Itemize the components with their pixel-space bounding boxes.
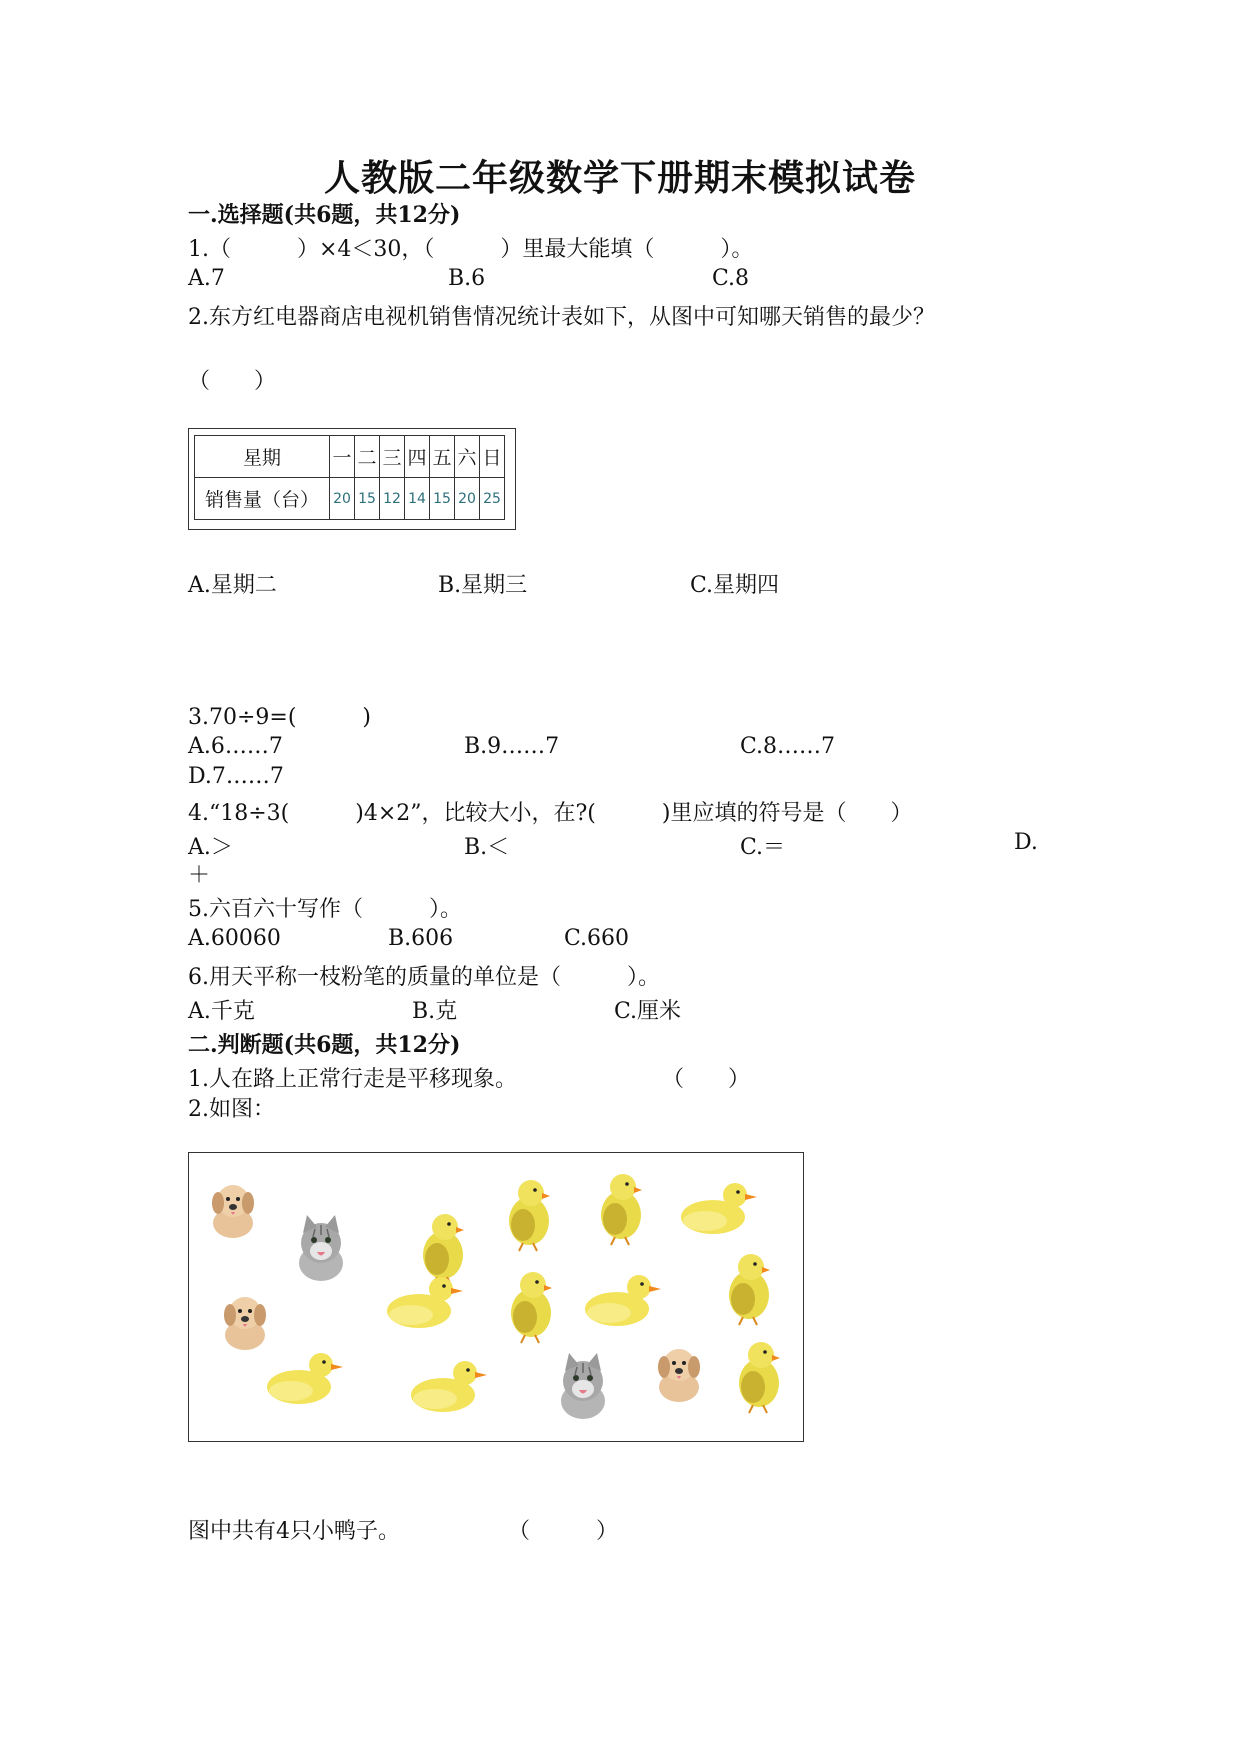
sales-value-cell: 15 xyxy=(355,478,380,520)
q4-option-d-symbol[interactable]: ＋ xyxy=(188,863,211,888)
question-5: 5.六百六十写作（ ）。 xyxy=(188,897,462,922)
chick-image xyxy=(739,1342,780,1413)
q2-answer-blank[interactable]: （ ） xyxy=(188,369,277,394)
q4-option-a[interactable]: A.＞ xyxy=(188,835,233,860)
q2-option-a[interactable]: A.星期二 xyxy=(188,573,277,598)
sales-value-cell: 15 xyxy=(430,478,455,520)
duckling-image xyxy=(267,1353,343,1404)
chick-image xyxy=(729,1254,770,1325)
sales-table-frame xyxy=(188,428,516,530)
table-row xyxy=(195,478,505,520)
q2-option-b[interactable]: B.星期三 xyxy=(438,573,528,598)
q2-option-c[interactable]: C.星期四 xyxy=(690,573,780,598)
day-cell: 二 xyxy=(355,436,380,478)
question-4: 4.“18÷3( )4×2”，比较大小，在?( )里应填的符号是（ ） xyxy=(188,801,913,826)
judge-question-2: 2.如图： xyxy=(188,1097,275,1122)
q5-option-c[interactable]: C.660 xyxy=(564,926,630,951)
chick-image xyxy=(509,1180,550,1251)
page-title: 人教版二年级数学下册期末模拟试卷 xyxy=(323,157,916,199)
q1-option-b[interactable]: B.6 xyxy=(448,266,486,291)
sales-table xyxy=(194,435,505,520)
sales-value-cell: 20 xyxy=(455,478,480,520)
q1-option-a[interactable]: A.7 xyxy=(188,266,225,291)
day-cell: 日 xyxy=(480,436,505,478)
table-row-header: 星期 xyxy=(195,436,330,478)
puppy-image xyxy=(212,1185,254,1238)
puppy-image xyxy=(224,1297,266,1350)
q5-option-b[interactable]: B.606 xyxy=(388,926,454,951)
q3-option-d[interactable]: D.7……7 xyxy=(188,764,284,789)
sales-value-cell: 20 xyxy=(330,478,355,520)
day-cell: 六 xyxy=(455,436,480,478)
q1-option-c[interactable]: C.8 xyxy=(712,266,750,291)
duckling-image xyxy=(387,1277,463,1328)
q6-option-c[interactable]: C.厘米 xyxy=(614,999,682,1024)
q6-option-b[interactable]: B.克 xyxy=(412,999,458,1024)
section-heading-judge: 二.判断题(共6题，共12分) xyxy=(188,1032,461,1058)
day-cell: 一 xyxy=(330,436,355,478)
judge-q2-blank[interactable]: （ ） xyxy=(508,1519,619,1544)
day-cell: 四 xyxy=(405,436,430,478)
q3-option-b[interactable]: B.9……7 xyxy=(464,734,560,759)
chick-image xyxy=(423,1214,464,1285)
animal-picture-svg xyxy=(189,1153,803,1441)
duckling-image xyxy=(585,1275,661,1326)
judge-question-1: 1.人在路上正常行走是平移现象。 xyxy=(188,1067,517,1092)
kitten-image xyxy=(299,1215,343,1281)
day-cell: 五 xyxy=(430,436,455,478)
q4-option-b[interactable]: B.＜ xyxy=(464,835,510,860)
sales-value-cell: 12 xyxy=(380,478,405,520)
table-row xyxy=(195,436,505,478)
q5-option-a[interactable]: A.60060 xyxy=(188,926,281,951)
question-1: 1.（ ）×4＜30，（ ）里最大能填（ ）。 xyxy=(188,237,754,262)
puppy-image xyxy=(658,1349,700,1402)
q4-option-c[interactable]: C.＝ xyxy=(740,835,786,860)
question-2: 2.东方红电器商店电视机销售情况统计表如下，从图中可知哪天销售的最少？ xyxy=(188,305,935,330)
q3-option-c[interactable]: C.8……7 xyxy=(740,734,836,759)
section-heading-choice: 一.选择题(共6题，共12分) xyxy=(188,202,461,228)
kitten-image xyxy=(561,1353,605,1419)
sales-value-cell: 25 xyxy=(480,478,505,520)
animal-picture xyxy=(188,1152,804,1442)
sales-value-cell: 14 xyxy=(405,478,430,520)
duckling-image xyxy=(411,1361,487,1412)
duckling-image xyxy=(681,1183,757,1234)
q3-option-a[interactable]: A.6……7 xyxy=(188,734,283,759)
chick-image xyxy=(601,1174,642,1245)
q4-option-d[interactable]: D. xyxy=(1014,830,1038,855)
judge-q1-blank[interactable]: （ ） xyxy=(662,1067,751,1092)
chick-image xyxy=(511,1272,552,1343)
judge-q2-statement: 图中共有4只小鸭子。 xyxy=(188,1519,400,1544)
table-row-header: 销售量（台） xyxy=(195,478,330,520)
question-6: 6.用天平称一枝粉笔的质量的单位是（ ）。 xyxy=(188,965,660,990)
q6-option-a[interactable]: A.千克 xyxy=(188,999,255,1024)
day-cell: 三 xyxy=(380,436,405,478)
question-3: 3.70÷9=( ) xyxy=(188,705,372,730)
